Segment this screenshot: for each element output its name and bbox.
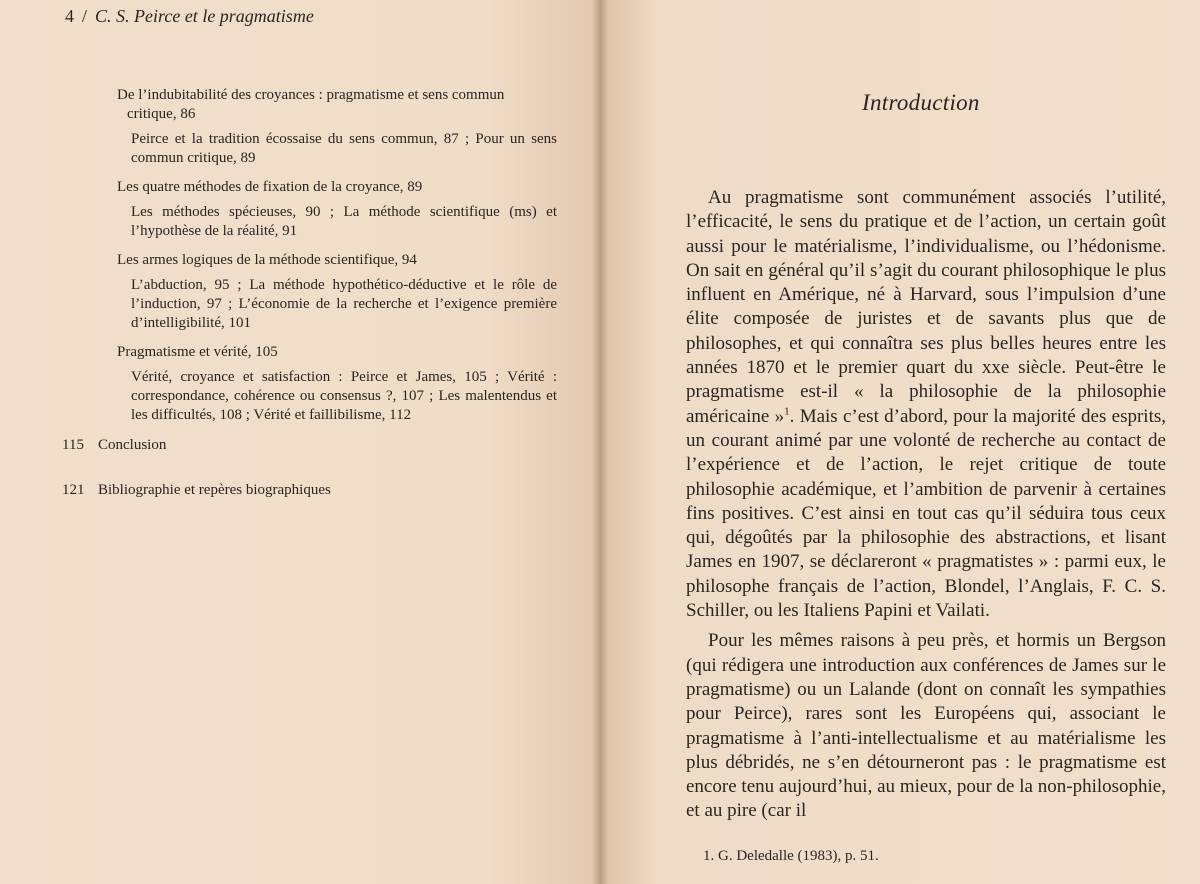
footnote: 1. G. Deledalle (1983), p. 51. bbox=[703, 848, 879, 864]
toc-subsections: Les méthodes spécieuses, 90 ; La méthode scientifique (ms) et l’hypothèse de la réalité, 91 bbox=[131, 204, 557, 239]
running-title: C. S. Peirce et le pragmatisme bbox=[95, 6, 314, 26]
table-of-contents bbox=[117, 86, 557, 435]
running-head-separator: / bbox=[82, 6, 88, 26]
running-head bbox=[65, 6, 314, 27]
toc-subsections: Peirce et la tradition écossaise du sens commun, 87 ; Pour un sens commun critique, 89 bbox=[131, 131, 557, 166]
paragraph bbox=[686, 186, 1166, 623]
toc-section-title: Les armes logiques de la méthode scientifique, 94 bbox=[117, 252, 417, 268]
toc-title-line: De l’indubitabilité des croyances : pragmatisme et sens commun bbox=[117, 87, 505, 103]
toc-entry-conclusion bbox=[62, 436, 166, 455]
toc-subsections: L’abduction, 95 ; La méthode hypothético-déductive et le rôle de l’induction, 97 ; L’économie de la recherche et l’exigence première d’intelligibilité, 101 bbox=[131, 277, 557, 331]
toc-section-title: Les quatre méthodes de fixation de la croyance, 89 bbox=[117, 179, 423, 195]
toc-section-title bbox=[117, 86, 557, 124]
toc-entry-page: 121 bbox=[62, 482, 85, 498]
paragraph: Pour les mêmes raisons à peu près, et hormis un Bergson (qui rédigera une introduction aux conférences de James sur le pragmatisme) ou un Lalande (dont on connaît les sympathies pour Peirce), rares sont les Européens qui, associant le pragmatisme à l’anti-intellectualisme et au matérialisme les plus débridés, ne s’en détourneront pas : le pragmatisme est encore tenu aujourd’hui, au mieux, pour de la non-philosophie, et au pire (car il bbox=[686, 630, 1166, 822]
paragraph-text: Au pragmatisme sont communément associés l’utilité, l’efficacité, le sens du pratique et de l’action, un certain goût aussi pour le matérialisme, l’individualisme, ou l’hédonisme. On sait en général qu’il s’agit du courant philosophique le plus influent en Amérique, né à Harvard, sous l’impulsion d’une élite composée de juristes et de savants plus que de philosophes, et qui connaîtra ses plus belles heures entre les années 1870 et le premier quart du xxe siècle. Peut-être le pragmatisme est-il « la philosophie de la philosophie américaine » bbox=[686, 187, 1166, 427]
page-number: 4 bbox=[65, 6, 74, 26]
toc-section bbox=[117, 178, 557, 241]
toc-entry-label: Conclusion bbox=[98, 437, 167, 453]
toc-title-continuation: critique, 86 bbox=[127, 106, 196, 122]
toc-section bbox=[117, 251, 557, 333]
chapter-title: Introduction bbox=[862, 90, 980, 115]
right-page bbox=[600, 0, 1200, 884]
toc-section bbox=[117, 343, 557, 425]
toc-entry-label: Bibliographie et repères biographiques bbox=[98, 482, 331, 498]
toc-entry-bibliography bbox=[62, 481, 331, 500]
paragraph-text: . Mais c’est d’abord, pour la majorité des esprits, un courant animé par une volonté de recherche au contact de l’expérience et de l’action, le rejet critique de toute philosophie académique, et l’ambition de parvenir à certaines fins positives. C’est ainsi en tout cas qu’il séduira tous ceux qui, dégoûtés par la philosophie des abstractions, et lisant James en 1907, se déclareront « pragmatistes » : parmi eux, le philosophe français de l’action, Blondel, l’Anglais, F. C. S. Schiller, ou les Italiens Papini et Vailati. bbox=[686, 405, 1166, 622]
toc-section-title: Pragmatisme et vérité, 105 bbox=[117, 344, 278, 360]
toc-entry-page: 115 bbox=[62, 437, 84, 453]
body-text bbox=[686, 186, 1166, 824]
toc-section bbox=[117, 86, 557, 168]
footnote-reference: 1 bbox=[784, 405, 790, 418]
toc-subsections: Vérité, croyance et satisfaction : Peirce et James, 105 ; Vérité : correspondance, cohérence ou consensus ?, 107 ; Les malentendus et les difficultés, 108 ; Vérité et faillibilisme, 112 bbox=[131, 369, 557, 423]
